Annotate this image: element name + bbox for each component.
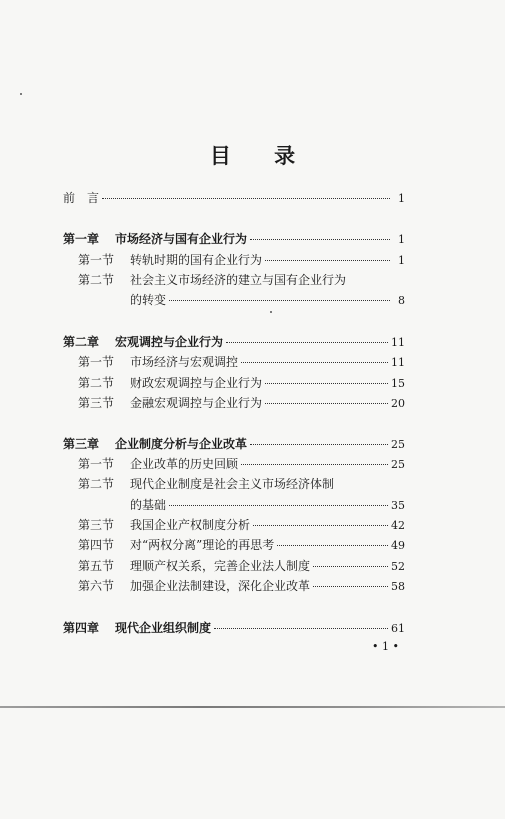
toc-page-number: 58 <box>391 580 405 593</box>
toc-page-number: 25 <box>391 438 405 451</box>
toc-page-number: 11 <box>391 356 405 369</box>
toc-page-number: 1 <box>398 233 405 246</box>
toc-chapter-2[interactable] <box>63 333 405 351</box>
toc-page-number: 1 <box>398 254 405 267</box>
toc-chapter-1[interactable] <box>63 230 405 248</box>
section-label: 第一节 <box>78 355 115 369</box>
chapter-heading: 企业制度分析与企业改革 <box>115 437 248 451</box>
toc-page-number: 1 <box>398 192 405 205</box>
leader-dots <box>226 341 388 343</box>
leader-dots <box>265 382 388 384</box>
toc-page-number: 49 <box>391 539 405 552</box>
toc-page-number: 25 <box>391 458 405 471</box>
toc-section-2-3[interactable] <box>78 394 405 412</box>
toc-page-number: 8 <box>398 294 405 307</box>
section-label: 第三节 <box>78 518 115 532</box>
leader-dots <box>250 238 390 240</box>
chapter-heading: 宏观调控与企业行为 <box>115 335 224 349</box>
toc-page-number: 11 <box>391 336 405 349</box>
toc-section-3-2-continuation[interactable] <box>130 496 405 514</box>
leader-dots <box>241 463 388 465</box>
leader-dots <box>313 585 388 587</box>
section-heading: 理顺产权关系，完善企业法人制度 <box>130 559 311 573</box>
leader-dots <box>277 544 388 546</box>
leader-dots <box>253 524 388 526</box>
section-heading: 转轨时期的国有企业行为 <box>130 253 263 267</box>
section-label: 第一节 <box>78 253 115 267</box>
toc-page-number: 52 <box>391 560 405 573</box>
section-label: 第五节 <box>78 559 115 573</box>
page-folio: • 1 • <box>372 640 399 653</box>
section-label: 第三节 <box>78 396 115 410</box>
chapter-label: 第二章 <box>63 335 100 349</box>
chapter-heading: 现代企业组织制度 <box>115 621 212 635</box>
leader-dots <box>214 627 388 629</box>
leader-dots <box>313 565 388 567</box>
toc-section-2-2[interactable] <box>78 374 405 392</box>
chapter-heading: 市场经济与国有企业行为 <box>115 232 248 246</box>
toc-section-3-4[interactable] <box>78 536 405 554</box>
leader-dots <box>241 361 388 363</box>
toc-page-number: 35 <box>391 499 405 512</box>
toc-section-3-3[interactable] <box>78 516 405 534</box>
toc-page-number: 42 <box>391 519 405 532</box>
leader-dots <box>265 259 390 261</box>
section-label: 第二节 <box>78 477 115 491</box>
section-heading: 我国企业产权制度分析 <box>130 518 251 532</box>
section-heading-continuation: 的基础 <box>130 498 167 512</box>
leader-dots <box>169 299 390 301</box>
section-heading: 对“两权分离”理论的再思考 <box>130 538 275 552</box>
toc-chapter-3[interactable] <box>63 435 405 453</box>
toc-page-number: 15 <box>391 377 405 390</box>
toc-section-3-2[interactable] <box>78 475 405 493</box>
toc-heading: 前 言 <box>63 191 100 205</box>
toc-section-3-6[interactable] <box>78 577 405 595</box>
chapter-label: 第一章 <box>63 232 100 246</box>
leader-dots <box>250 443 388 445</box>
toc-section-1-2[interactable] <box>78 271 405 289</box>
section-heading: 市场经济与宏观调控 <box>130 355 239 369</box>
toc-entry-preface[interactable] <box>63 189 405 207</box>
scan-speck <box>270 311 272 313</box>
toc-chapter-4[interactable] <box>63 619 405 637</box>
toc-page-number: 61 <box>391 622 405 635</box>
leader-dots <box>265 402 388 404</box>
toc-section-1-2-continuation[interactable] <box>130 291 405 309</box>
section-label: 第四节 <box>78 538 115 552</box>
chapter-label: 第三章 <box>63 437 100 451</box>
section-label: 第一节 <box>78 457 115 471</box>
section-heading: 企业改革的历史回顾 <box>130 457 239 471</box>
section-heading: 金融宏观调控与企业行为 <box>130 396 263 410</box>
toc-section-3-5[interactable] <box>78 557 405 575</box>
leader-dots <box>169 504 388 506</box>
toc-section-3-1[interactable] <box>78 455 405 473</box>
toc-section-1-1[interactable] <box>78 251 405 269</box>
section-label: 第二节 <box>78 273 115 287</box>
section-label: 第六节 <box>78 579 115 593</box>
section-heading: 社会主义市场经济的建立与国有企业行为 <box>130 273 347 287</box>
leader-dots <box>102 197 390 199</box>
section-label: 第二节 <box>78 376 115 390</box>
toc-section-2-1[interactable] <box>78 353 405 371</box>
section-heading: 财政宏观调控与企业行为 <box>130 376 263 390</box>
page-title: 目 录 <box>209 144 314 168</box>
bottom-scan-rule <box>0 706 505 708</box>
chapter-label: 第四章 <box>63 621 100 635</box>
section-heading: 现代企业制度是社会主义市场经济体制 <box>130 477 335 491</box>
section-heading-continuation: 的转变 <box>130 293 167 307</box>
toc-page-number: 20 <box>391 397 405 410</box>
scan-speck <box>20 93 22 95</box>
section-heading: 加强企业法制建设，深化企业改革 <box>130 579 311 593</box>
